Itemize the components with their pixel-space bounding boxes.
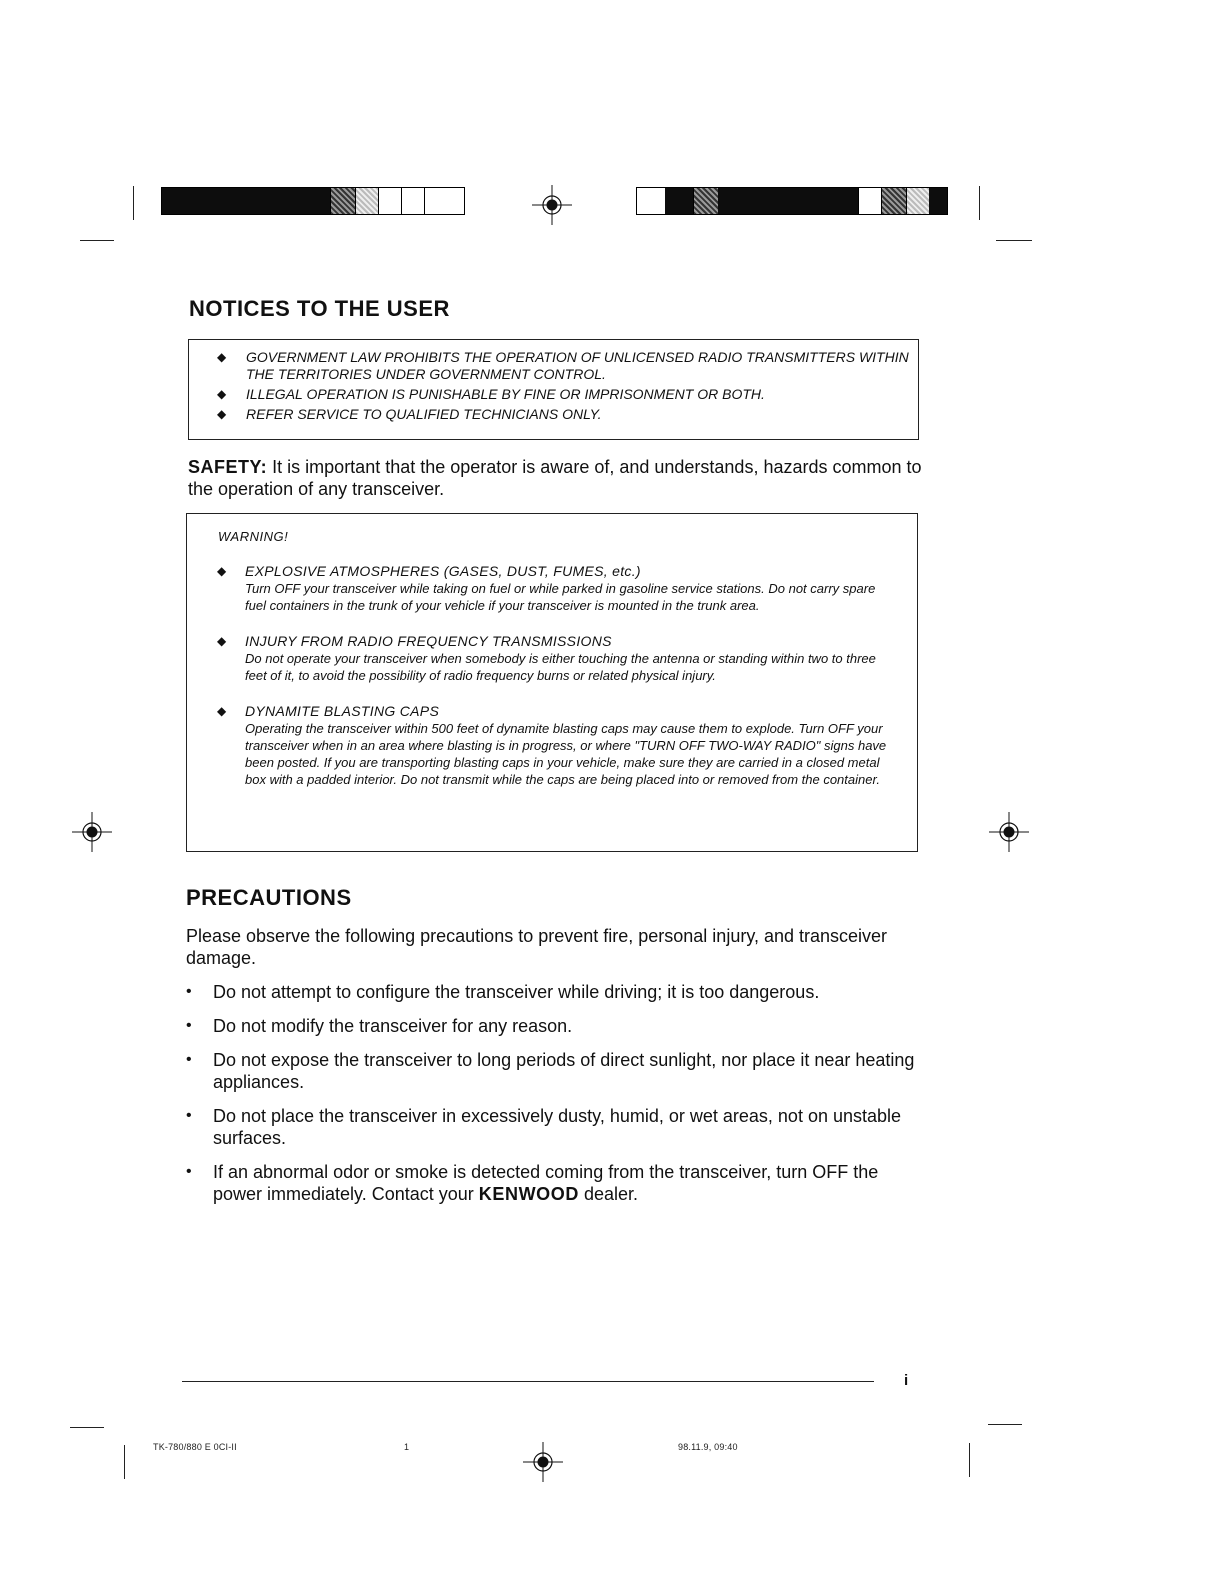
registration-crosshair-right-icon [989, 812, 1029, 852]
list-item: • Do not expose the transceiver to long periods of direct sunlight, nor place it near heating appliances. [186, 1049, 916, 1093]
warning-heading: ◆ EXPLOSIVE ATMOSPHERES (GASES, DUST, FUMES, etc.) [245, 563, 641, 579]
list-item: • Do not place the transceiver in excessively dusty, humid, or wet areas, not on unstable surfaces. [186, 1105, 916, 1149]
warning-box [186, 513, 918, 852]
crop-mark-left-h [80, 240, 114, 241]
print-slug-mid: 1 [404, 1442, 410, 1452]
warning-body: Do not operate your transceiver when somebody is either touching the antenna or standing within two to three feet of it, to avoid the possibility of radio frequency burns or related physical injury. [245, 651, 876, 683]
list-item: ◆ ILLEGAL OPERATION IS PUNISHABLE BY FINE OR IMPRISONMENT OR BOTH. [217, 386, 918, 403]
list-item [217, 633, 897, 684]
precautions-list [186, 981, 916, 1217]
notices-box [188, 339, 919, 440]
safety-text: It is important that the operator is aware of, and understands, hazards common to the operation of any transceiver. [188, 457, 922, 499]
registration-bar-left [161, 187, 465, 215]
notices-list [189, 340, 918, 423]
crop-mark-top-right [979, 186, 980, 220]
warning-title: WARNING! [218, 529, 289, 544]
crop-mark-bottom-left-h [70, 1427, 104, 1428]
print-slug-left: TK-780/880 E 0CI-II [153, 1442, 237, 1452]
precautions-intro: Please observe the following precautions to prevent fire, personal injury, and transceiver damage. [186, 926, 888, 968]
registration-crosshair-bottom-icon [523, 1442, 563, 1482]
brand-name: KENWOOD [478, 1184, 579, 1204]
warning-heading: ◆ DYNAMITE BLASTING CAPS [245, 703, 440, 719]
page-number: i [904, 1372, 909, 1389]
crop-mark-bottom-right [969, 1443, 970, 1477]
list-item [186, 1161, 916, 1205]
print-slug-right: 98.11.9, 09:40 [678, 1442, 738, 1452]
crop-mark-bottom-right-h [988, 1424, 1022, 1425]
warning-body: Turn OFF your transceiver while taking on fuel or while parked in gasoline service stations. Do not carry spare fuel containers in the trunk of your vehicle if your transceiver is mounted in the trunk area. [245, 581, 876, 613]
list-item: ◆ GOVERNMENT LAW PROHIBITS THE OPERATION OF UNLICENSED RADIO TRANSMITTERS WITHIN THE TERRITORIES UNDER GOVERNMENT CONTROL. [217, 349, 918, 383]
list-item: ◆ REFER SERVICE TO QUALIFIED TECHNICIANS ONLY. [217, 406, 918, 423]
precaution-text-end: dealer. [578, 1184, 639, 1204]
notices-title: NOTICES TO THE USER [189, 296, 450, 321]
precaution-text: If an abnormal odor or smoke is detected coming from the transceiver, turn OFF the power immediately. Contact your [213, 1162, 879, 1204]
footer-rule [182, 1381, 874, 1382]
registration-crosshair-left-icon [72, 812, 112, 852]
list-item: • Do not modify the transceiver for any reason. [186, 1015, 916, 1037]
list-item [217, 563, 897, 614]
list-item: • Do not attempt to configure the transceiver while driving; it is too dangerous. [186, 981, 916, 1003]
precautions-title: PRECAUTIONS [186, 885, 352, 910]
warning-body: Operating the transceiver within 500 feet of dynamite blasting caps may cause them to explode. Turn OFF your transceiver when in an area where blasting is in progress, or where "TURN OFF TWO-WAY RADIO" signs have been posted. If you are transporting blasting caps in your vehicle, make sure they are carried in a closed metal box with a padded interior. Do not transmit while the caps are being placed into or removed from the container. [245, 721, 887, 787]
warning-list [217, 563, 897, 807]
registration-crosshair-top-icon [532, 185, 572, 225]
crop-mark-right-h [996, 240, 1032, 241]
safety-paragraph [188, 456, 928, 500]
crop-mark-top-left [133, 186, 134, 220]
registration-bar-right [636, 187, 948, 215]
safety-lead: SAFETY: [188, 457, 268, 477]
warning-heading: ◆ INJURY FROM RADIO FREQUENCY TRANSMISSIONS [245, 633, 612, 649]
list-item [217, 703, 897, 788]
crop-mark-bottom-left [124, 1445, 125, 1479]
